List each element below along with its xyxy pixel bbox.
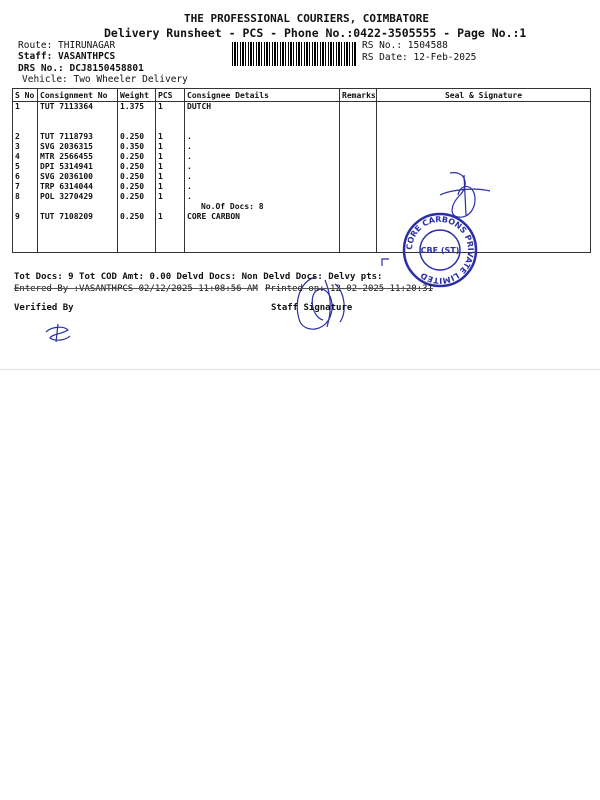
cell-details: . <box>185 132 340 142</box>
barcode-icon <box>232 42 356 66</box>
cell-seal <box>377 122 591 132</box>
cell-details: . <box>185 172 340 182</box>
cell-weight: 0.250 <box>118 182 156 192</box>
cell-pcs: 1 <box>156 142 185 152</box>
company-title: THE PROFESSIONAL COURIERS, COIMBATORE <box>184 12 430 25</box>
table-row <box>13 152 591 162</box>
cell-sno: 6 <box>13 172 38 182</box>
cell-weight <box>118 202 156 212</box>
table-row <box>13 212 591 222</box>
rs-date: RS Date: 12-Feb-2025 <box>362 52 477 63</box>
cell-seal <box>377 132 591 142</box>
table-row <box>13 102 591 113</box>
cell-sno <box>13 222 38 232</box>
cell-details: . <box>185 182 340 192</box>
cell-cons: TUT 7113364 <box>38 102 118 113</box>
cell-remarks <box>340 172 377 182</box>
drs-number: DRS No.: DCJ8150458801 <box>18 63 144 74</box>
cell-seal <box>377 102 591 113</box>
table-row <box>13 182 591 192</box>
cell-remarks <box>340 112 377 122</box>
cell-sno: 9 <box>13 212 38 222</box>
cell-pcs: 1 <box>156 172 185 182</box>
cell-weight: 0.250 <box>118 172 156 182</box>
table-row <box>13 172 591 182</box>
runsheet-subtitle: Delivery Runsheet - PCS - Phone No.:0422-3505555 - Page No.:1 <box>104 26 527 40</box>
cell-cons <box>38 202 118 212</box>
cell-weight <box>118 232 156 242</box>
cell-cons: TUT 7108209 <box>38 212 118 222</box>
cell-weight <box>118 122 156 132</box>
table-row <box>13 242 591 253</box>
cell-cons: TUT 7118793 <box>38 132 118 142</box>
cell-pcs: 1 <box>156 182 185 192</box>
cell-remarks <box>340 122 377 132</box>
stamp-center-text: CBE (ST) <box>420 246 460 255</box>
col-sno: S No <box>13 89 38 102</box>
cell-cons <box>38 242 118 253</box>
cell-details <box>185 242 340 253</box>
vehicle-label: Vehicle: Two Wheeler Delivery <box>22 74 188 85</box>
printed-on: Printed on: 12-02-2025 11:20:31 <box>265 284 433 294</box>
cell-details: DUTCH <box>185 102 340 113</box>
cell-details <box>185 222 340 232</box>
cell-remarks <box>340 182 377 192</box>
cell-pcs: 1 <box>156 192 185 202</box>
cell-details <box>185 122 340 132</box>
cell-cons <box>38 122 118 132</box>
table-row <box>13 122 591 132</box>
cell-pcs: 1 <box>156 212 185 222</box>
cell-sno: 1 <box>13 102 38 113</box>
cell-remarks <box>340 142 377 152</box>
table-row <box>13 132 591 142</box>
col-seal: Seal & Signature <box>377 89 591 102</box>
cell-sno <box>13 202 38 212</box>
cell-seal <box>377 112 591 122</box>
cell-sno: 2 <box>13 132 38 142</box>
verified-by: Verified By <box>14 303 74 313</box>
col-weight: Weight <box>118 89 156 102</box>
cell-sno <box>13 232 38 242</box>
cell-remarks <box>340 132 377 142</box>
route-label: Route: THIRUNAGAR <box>18 40 116 51</box>
cell-pcs <box>156 242 185 253</box>
cell-cons <box>38 112 118 122</box>
cell-cons <box>38 222 118 232</box>
cell-sno <box>13 122 38 132</box>
cell-cons: POL 3270429 <box>38 192 118 202</box>
rs-number: RS No.: 1504588 <box>362 40 448 51</box>
cell-details: . <box>185 162 340 172</box>
cell-sno <box>13 112 38 122</box>
cell-details: CORE CARBON <box>185 212 340 222</box>
cell-remarks <box>340 242 377 253</box>
cell-remarks <box>340 102 377 113</box>
cell-details <box>185 232 340 242</box>
cell-weight: 0.350 <box>118 142 156 152</box>
col-consignment: Consignment No <box>38 89 118 102</box>
cell-cons: DPI 5314941 <box>38 162 118 172</box>
cell-details <box>185 112 340 122</box>
bottom-divider <box>0 369 600 370</box>
table-row <box>13 162 591 172</box>
cell-weight: 0.250 <box>118 162 156 172</box>
cell-cons: SVG 2036100 <box>38 172 118 182</box>
totals-line: Tot Docs: 9 Tot COD Amt: 0.00 Delvd Docs: Non Delvd Docs: Delvy pts: <box>14 272 383 282</box>
cell-sno: 7 <box>13 182 38 192</box>
staff-label: Staff: VASANTHPCS <box>18 51 116 62</box>
cell-seal <box>377 152 591 162</box>
cell-sno: 8 <box>13 192 38 202</box>
entered-by: Entered By :VASANTHPCS 02/12/2025 11:08:56 AM <box>14 284 258 294</box>
recipient-signature-icon <box>430 165 500 225</box>
cell-cons: TRP 6314044 <box>38 182 118 192</box>
cell-pcs: 1 <box>156 132 185 142</box>
table-row <box>13 112 591 122</box>
cell-pcs: 1 <box>156 102 185 113</box>
stamp-ring-text: CORE CARBONS PRIVATE LIMITED <box>404 214 476 286</box>
cell-details: . <box>185 192 340 202</box>
cell-pcs <box>156 222 185 232</box>
table-row <box>13 222 591 232</box>
tick-mark-icon <box>380 256 392 268</box>
verified-signature-icon <box>42 322 74 344</box>
cell-details: . <box>185 152 340 162</box>
cell-details: No.Of Docs: 8 <box>185 202 340 212</box>
cell-pcs <box>156 202 185 212</box>
cell-pcs <box>156 122 185 132</box>
cell-weight: 0.250 <box>118 192 156 202</box>
cell-weight <box>118 222 156 232</box>
cell-weight: 0.250 <box>118 212 156 222</box>
cell-remarks <box>340 192 377 202</box>
cell-pcs: 1 <box>156 152 185 162</box>
cell-sno: 4 <box>13 152 38 162</box>
cell-details: . <box>185 142 340 152</box>
staff-signature-label: Staff Signature <box>271 303 353 313</box>
cell-remarks <box>340 152 377 162</box>
cell-weight <box>118 112 156 122</box>
col-remarks: Remarks <box>340 89 377 102</box>
cell-weight <box>118 242 156 253</box>
cell-sno <box>13 242 38 253</box>
cell-cons: SVG 2036315 <box>38 142 118 152</box>
table-row <box>13 142 591 152</box>
cell-pcs: 1 <box>156 162 185 172</box>
cell-cons: MTR 2566455 <box>38 152 118 162</box>
cell-pcs <box>156 232 185 242</box>
col-consignee: Consignee Details <box>185 89 340 102</box>
cell-weight: 1.375 <box>118 102 156 113</box>
table-row <box>13 202 591 212</box>
cell-remarks <box>340 212 377 222</box>
runsheet-table <box>12 88 591 253</box>
cell-seal <box>377 142 591 152</box>
cell-sno: 5 <box>13 162 38 172</box>
table-row <box>13 232 591 242</box>
cell-cons <box>38 232 118 242</box>
cell-weight: 0.250 <box>118 132 156 142</box>
cell-remarks <box>340 232 377 242</box>
cell-remarks <box>340 222 377 232</box>
cell-remarks <box>340 162 377 172</box>
cell-sno: 3 <box>13 142 38 152</box>
col-pcs: PCS <box>156 89 185 102</box>
cell-weight: 0.250 <box>118 152 156 162</box>
table-row <box>13 192 591 202</box>
cell-pcs <box>156 112 185 122</box>
cell-remarks <box>340 202 377 212</box>
table-header-row <box>13 89 591 102</box>
